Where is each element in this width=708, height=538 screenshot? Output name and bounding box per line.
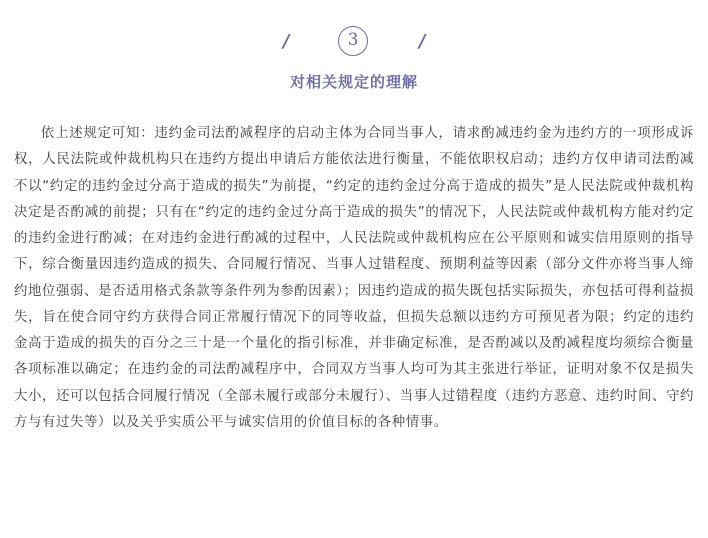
section-title: 对相关规定的理解	[289, 73, 418, 91]
section-header	[0, 26, 708, 60]
decorative-slash-right: /	[419, 31, 426, 52]
body-paragraph: 依上述规定可知：违约金司法酌减程序的启动主体为合同当事人，请求酌减违约金为违约方的一项形成诉权，人民法院或仲裁机构只在违约方提出申请后方能依法进行衡量，不能依职权启动；违约方仅申请司法酌减不以“约定的违约金过分高于造成的损失”为前提，“约定的违约金过分高于造成的损失”是人民法院或仲裁机构决定是否酌减的前提；只有在“约定的违约金过分高于造成的损失”的情况下，人民法院或仲裁机构方能对约定的违约金进行酌减；在对违约金进行酌减的过程中，人民法院或仲裁机构应在公平原则和诚实信用原则的指导下，综合衡量因违约造成的损失、合同履行情况、当事人过错程度、预期利益等因素（部分文件亦将当事人缔约地位强弱、是否适用格式条款等条件列为参酌因素）；因违约造成的损失既包括实际损失，亦包括可得利益损失，旨在使合同守约方获得合同正常履行情况下的同等收益，但损失总额以违约方可预见者为限；约定的违约金高于造成的损失的百分之三十是一个量化的指引标准，并非确定标准，是否酌减以及酌减程度均须综合衡量各项标准以确定；在违约金的司法酌减程序中，合同双方当事人均可为其主张进行举证，证明对象不仅是损失大小，还可以包括合同履行情况（全部未履行或部分未履行）、当事人过错程度（违约方恶意、违约时间、守约方与有过失等）以及关乎实质公平与诚实信用的价值目标的各种情事。	[14, 126, 694, 430]
decorative-slash-left: /	[283, 31, 290, 52]
section-number-badge: 3	[338, 26, 368, 56]
